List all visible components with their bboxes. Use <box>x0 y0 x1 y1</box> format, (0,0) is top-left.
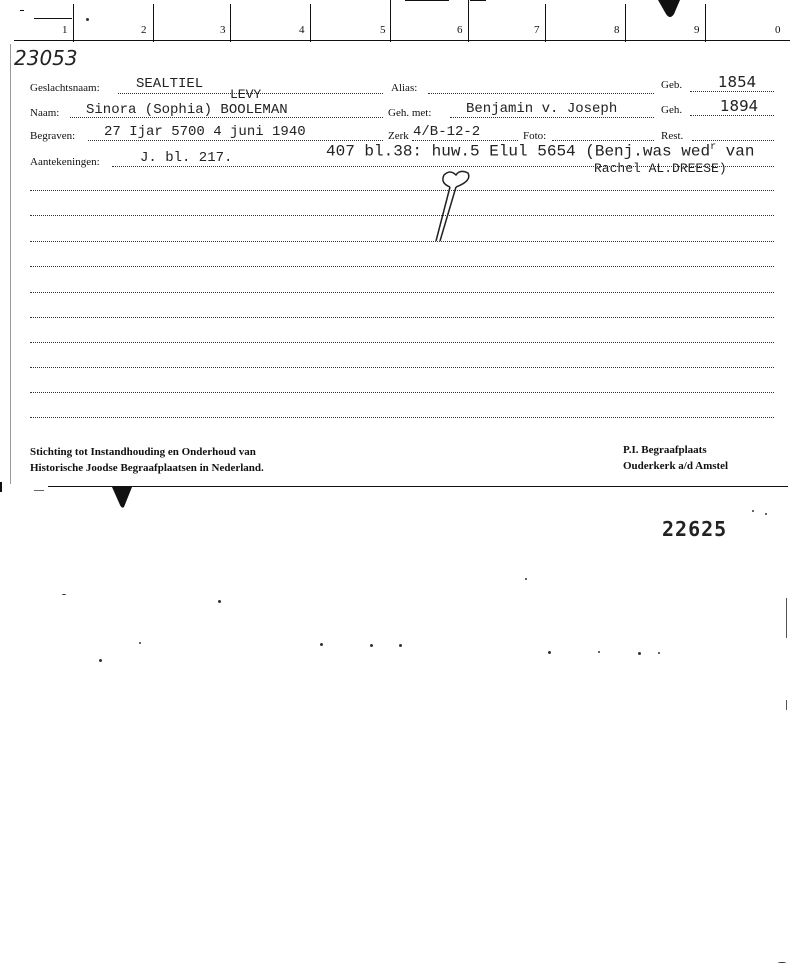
footer-right-line2: Ouderkerk a/d Amstel <box>623 460 729 472</box>
col-5: 5 <box>380 24 386 36</box>
surname-label: Geslachtsnaam: <box>30 82 100 94</box>
born1-label: Geb. <box>661 79 683 91</box>
footer-right <box>623 442 728 474</box>
tab-marker-bottom-icon <box>112 487 134 509</box>
grave-label: Zerk <box>388 130 409 142</box>
alias-label: Alias: <box>391 82 418 94</box>
col-1: 1 <box>62 24 68 36</box>
photo-label: Foto: <box>523 130 547 142</box>
col-9: 9 <box>694 24 700 36</box>
name-value: Sinora (Sophia) BOOLEMAN <box>86 102 288 118</box>
col-2: 2 <box>141 24 147 36</box>
col-0: 0 <box>775 24 781 36</box>
born1-value: 1854 <box>718 73 757 91</box>
col-3: 3 <box>220 24 226 36</box>
footer-left-line2: Historische Joodse Begraafplaatsen in Nederland. <box>30 462 264 474</box>
tab-marker-icon <box>656 0 682 20</box>
col-4: 4 <box>299 24 305 36</box>
notes-extra-sup: r <box>710 142 717 153</box>
card-number: 23053 <box>14 46 78 70</box>
notes-extra-end: van <box>716 142 755 161</box>
footer-left-line1: Stichting tot Instandhouding en Onderhoud van <box>30 446 256 458</box>
notes-line2: Rachel AL.DREESE) <box>594 161 727 176</box>
born2-value: 1894 <box>720 97 759 115</box>
footer-left <box>30 444 264 476</box>
rest-label: Rest. <box>661 130 684 142</box>
grave-value: 4/B-12-2 <box>413 124 481 140</box>
notes-value: J. bl. 217. <box>140 150 233 166</box>
name-overwrite: LEVY <box>230 87 262 102</box>
col-6: 6 <box>457 24 463 36</box>
name-label: Naam: <box>30 107 60 119</box>
col-8: 8 <box>614 24 620 36</box>
buried-value: 27 Ijar 5700 4 juni 1940 <box>104 124 306 140</box>
buried-label: Begraven: <box>30 130 76 142</box>
notes-extra-main: 407 bl.38: huw.5 Elul 5654 (Benj.was wed <box>326 142 711 161</box>
born2-label: Geh. <box>661 104 683 116</box>
married-label: Geh. met: <box>388 107 432 119</box>
surname-value: SEALTIEL <box>136 76 204 92</box>
col-7: 7 <box>534 24 540 36</box>
married-value: Benjamin v. Joseph <box>466 101 618 117</box>
hook-mark-icon <box>430 165 475 245</box>
notes-extra <box>326 142 754 160</box>
footer-right-line1: P.I. Begraafplaats <box>623 444 707 456</box>
notes-label: Aantekeningen: <box>30 156 100 168</box>
column-header <box>0 0 790 42</box>
stamp-number: 22625 <box>662 517 728 541</box>
